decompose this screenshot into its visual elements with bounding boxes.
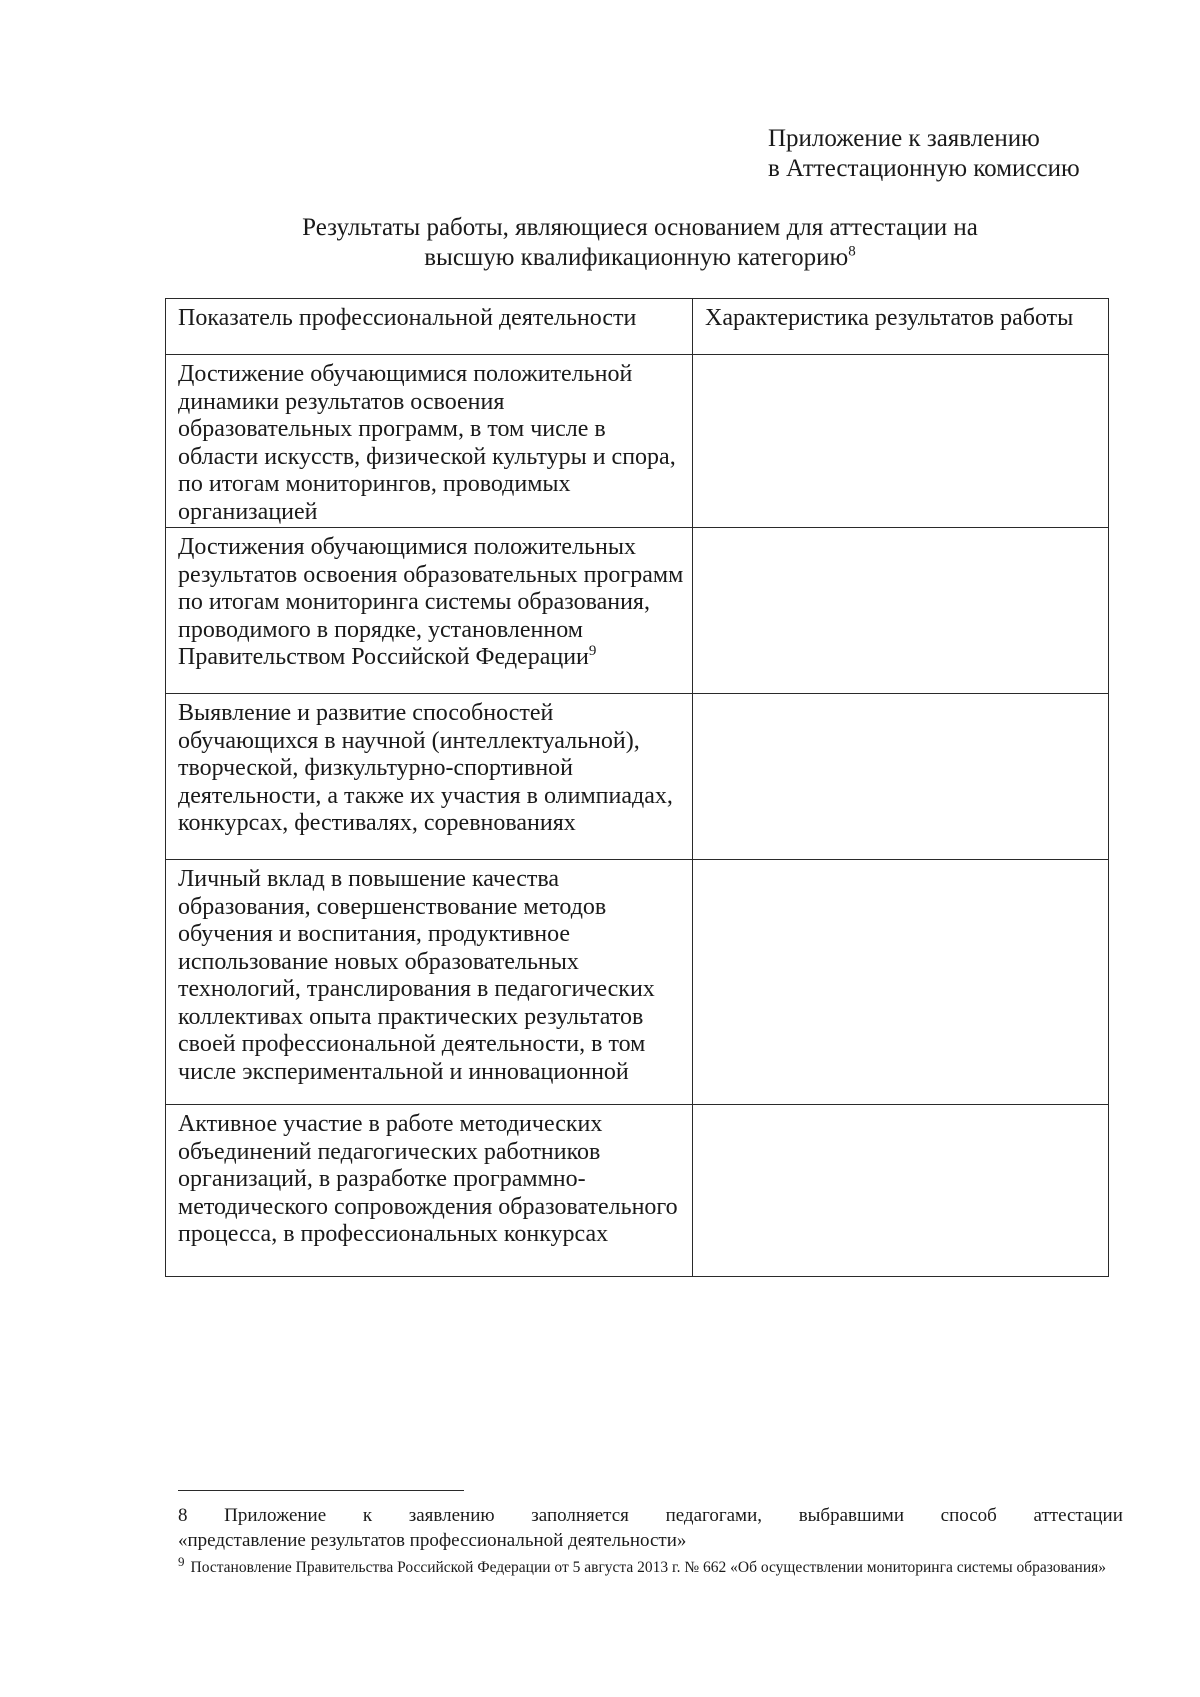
table-row [166, 1105, 1109, 1277]
footnote-8-word: педагогами, [665, 1505, 763, 1526]
footnote-9-text: Постановление Правительства Российской Федерации от 5 августа 2013 г. № 662 «Об осуществлении мониторинга системы образования» [190, 1559, 1107, 1576]
footnote-8-word: заполняется [531, 1505, 629, 1526]
appendix-note-line2: в Аттестационную комиссию [768, 155, 1080, 182]
characteristic-cell [693, 528, 1109, 694]
table-header-row [166, 299, 1109, 355]
footnote-8-word: аттестации [1033, 1505, 1123, 1526]
footnote-8-word: к [362, 1505, 373, 1526]
footnote-ref-9: 9 [588, 643, 597, 659]
document-title-line2 [200, 243, 1080, 273]
table-row [166, 528, 1109, 694]
characteristic-cell [693, 694, 1109, 860]
footnote-8-line2: «представление результатов профессиональной деятельности» [178, 1530, 687, 1551]
characteristic-cell [693, 860, 1109, 1105]
indicator-cell: Достижение обучающимися положительной динамики результатов освоения образовательных программ, в том числе в области искусств, физической культуры и спора, по итогам мониторингов, проводимых организацией [166, 355, 693, 528]
characteristic-cell [693, 355, 1109, 528]
document-title-line2-text: высшую квалификационную категорию [424, 244, 849, 271]
footnote-8-line1 [178, 1503, 1123, 1528]
footnote-9-mark: 9 [178, 1553, 185, 1569]
footnote-8-word: Приложение [224, 1505, 327, 1526]
footnote-8-mark: 8 [178, 1505, 188, 1526]
indicator-cell: Активное участие в работе методических объединений педагогических работников организаций, в разработке программно-методического сопровождения образовательного процесса, в профессиональных конкурсах [166, 1105, 693, 1277]
table-row [166, 860, 1109, 1105]
appendix-note-line1: Приложение к заявлению [768, 125, 1040, 152]
footnote-8-word: заявлению [408, 1505, 495, 1526]
indicator-text: Достижения обучающимися положительных результатов освоения образовательных программ по итогам мониторинга системы образования, проводимого в порядке, установленном Правительством Российской Федерации [178, 534, 684, 670]
footnote-8-word: выбравшими [798, 1505, 904, 1526]
footnote-separator [178, 1490, 464, 1491]
table-row [166, 694, 1109, 860]
indicator-cell: Выявление и развитие способностей обучающихся в научной (интеллектуальной), творческой, физкультурно-спортивной деятельности, а также их участия в олимпиадах, конкурсах, фестивалях, соревнованиях [166, 694, 693, 860]
footnote-8-word: способ [940, 1505, 997, 1526]
indicator-cell: Личный вклад в повышение качества образования, совершенствование методов обучения и воспитания, продуктивное использование новых образовательных технологий, транслирования в педагогических коллективах опыта практических результатов своей профессиональной деятельности, в том числе экспериментальной и инновационной [166, 860, 693, 1105]
indicator-cell [166, 528, 693, 694]
footnote-ref-8: 8 [848, 243, 856, 260]
appendix-note [768, 124, 1080, 184]
footnote-8 [178, 1503, 1123, 1553]
characteristic-cell [693, 1105, 1109, 1277]
column-header-indicator: Показатель профессиональной деятельности [166, 299, 693, 355]
document-title-line1: Результаты работы, являющиеся основанием для аттестации на [302, 214, 978, 241]
footnote-9 [178, 1553, 1123, 1578]
table-row [166, 355, 1109, 528]
document-title [200, 213, 1080, 273]
column-header-characteristic: Характеристика результатов работы [693, 299, 1109, 355]
results-table [165, 298, 1109, 1277]
